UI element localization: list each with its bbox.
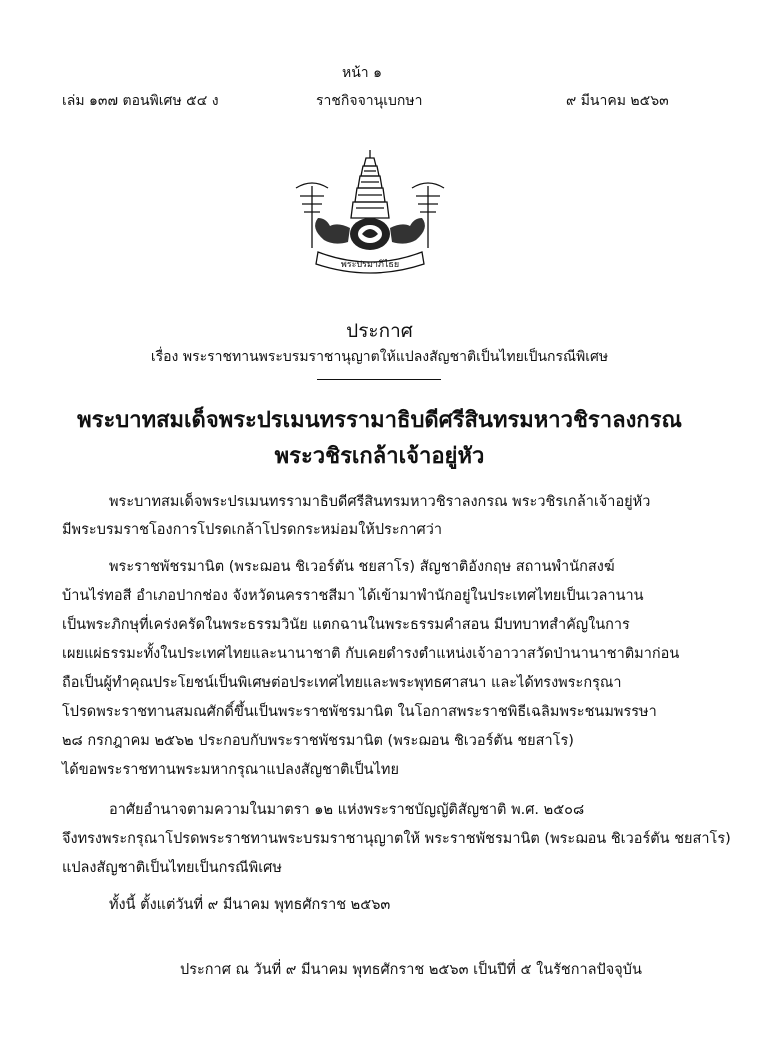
title-divider <box>317 379 441 380</box>
announcement-subject: เรื่อง พระราชทานพระบรมราชานุญาตให้แปลงสัญชาติเป็นไทยเป็นกรณีพิเศษ <box>150 349 609 365</box>
paragraph-3-line: แปลงสัญชาติเป็นไทยเป็นกรณีพิเศษ <box>62 860 282 876</box>
royal-emblem-icon <box>290 148 450 278</box>
paragraph-2-line: โปรดพระราชทานสมณศักดิ์ขึ้นเป็นพระราชพัชรมานิต ในโอกาสพระราชพิธีเฉลิมพระชนมพรรษา <box>62 704 657 720</box>
gazette-volume: เล่ม ๑๓๗ ตอนพิเศษ ๕๔ ง <box>62 93 219 109</box>
paragraph-3-line: จึงทรงพระกรุณาโปรดพระราชทานพระบรมราชานุญาตให้ พระราชพัชรมานิต (พระฌอน ชิเวอร์ตัน ชยสาโร) <box>62 831 731 847</box>
paragraph-1-line: มีพระบรมราชโองการโปรดเกล้าโปรดกระหม่อมให้ประกาศว่า <box>62 522 443 538</box>
emblem-ribbon-text: พระปรมาภิไธย <box>340 260 400 270</box>
paragraph-2-line: พระราชพัชรมานิต (พระฌอน ชิเวอร์ตัน ชยสาโร) สัญชาติอังกฤษ สถานพำนักสงฆ์ <box>109 559 615 575</box>
king-title-line-2: พระวชิรเกล้าเจ้าอยู่หัว <box>274 444 485 469</box>
gazette-name: ราชกิจจานุเบกษา <box>316 93 423 109</box>
page-number: หน้า ๑ <box>342 65 382 81</box>
paragraph-3-line: อาศัยอำนาจตามความในมาตรา ๑๒ แห่งพระราชบัญญัติสัญชาติ พ.ศ. ๒๕๐๘ <box>109 802 585 818</box>
paragraph-2-line: เป็นพระภิกษุที่เคร่งครัดในพระธรรมวินัย แตกฉานในพระธรรมคำสอน มีบทบาทสำคัญในการ <box>62 617 630 633</box>
announcement-title: ประกาศ <box>346 320 413 342</box>
paragraph-1-line: พระบาทสมเด็จพระปรเมนทรรามาธิบดีศรีสินทรมหาวชิราลงกรณ พระวชิรเกล้าเจ้าอยู่หัว <box>109 494 651 510</box>
paragraph-2-line: ๒๘ กรกฎาคม ๒๕๖๒ ประกอบกับพระราชพัชรมานิต (พระฌอน ชิเวอร์ตัน ชยสาโร) <box>62 733 574 749</box>
gazette-date: ๙ มีนาคม ๒๕๖๓ <box>566 93 669 109</box>
closing-line: ประกาศ ณ วันที่ ๙ มีนาคม พุทธศักราช ๒๕๖๓ เป็นปีที่ ๕ ในรัชกาลปัจจุบัน <box>180 962 642 978</box>
effective-date-line: ทั้งนี้ ตั้งแต่วันที่ ๙ มีนาคม พุทธศักราช ๒๕๖๓ <box>109 897 391 913</box>
paragraph-2-line: บ้านไร่ทอสี อำเภอปากช่อง จังหวัดนครราชสีมา ได้เข้ามาพำนักอยู่ในประเทศไทยเป็นเวลานาน <box>62 588 644 604</box>
paragraph-2-line: เผยแผ่ธรรมะทั้งในประเทศไทยและนานาชาติ กับเคยดำรงตำแหน่งเจ้าอาวาสวัดป่านานาชาติมาก่อน <box>62 646 680 662</box>
king-title-line-1: พระบาทสมเด็จพระปรเมนทรรามาธิบดีศรีสินทรมหาวชิราลงกรณ <box>77 408 682 433</box>
paragraph-2-line: ได้ขอพระราชทานพระมหากรุณาแปลงสัญชาติเป็นไทย <box>62 762 399 778</box>
paragraph-2-line: ถือเป็นผู้ทำคุณประโยชน์เป็นพิเศษต่อประเทศไทยและพระพุทธศาสนา และได้ทรงพระกรุณา <box>62 675 622 691</box>
